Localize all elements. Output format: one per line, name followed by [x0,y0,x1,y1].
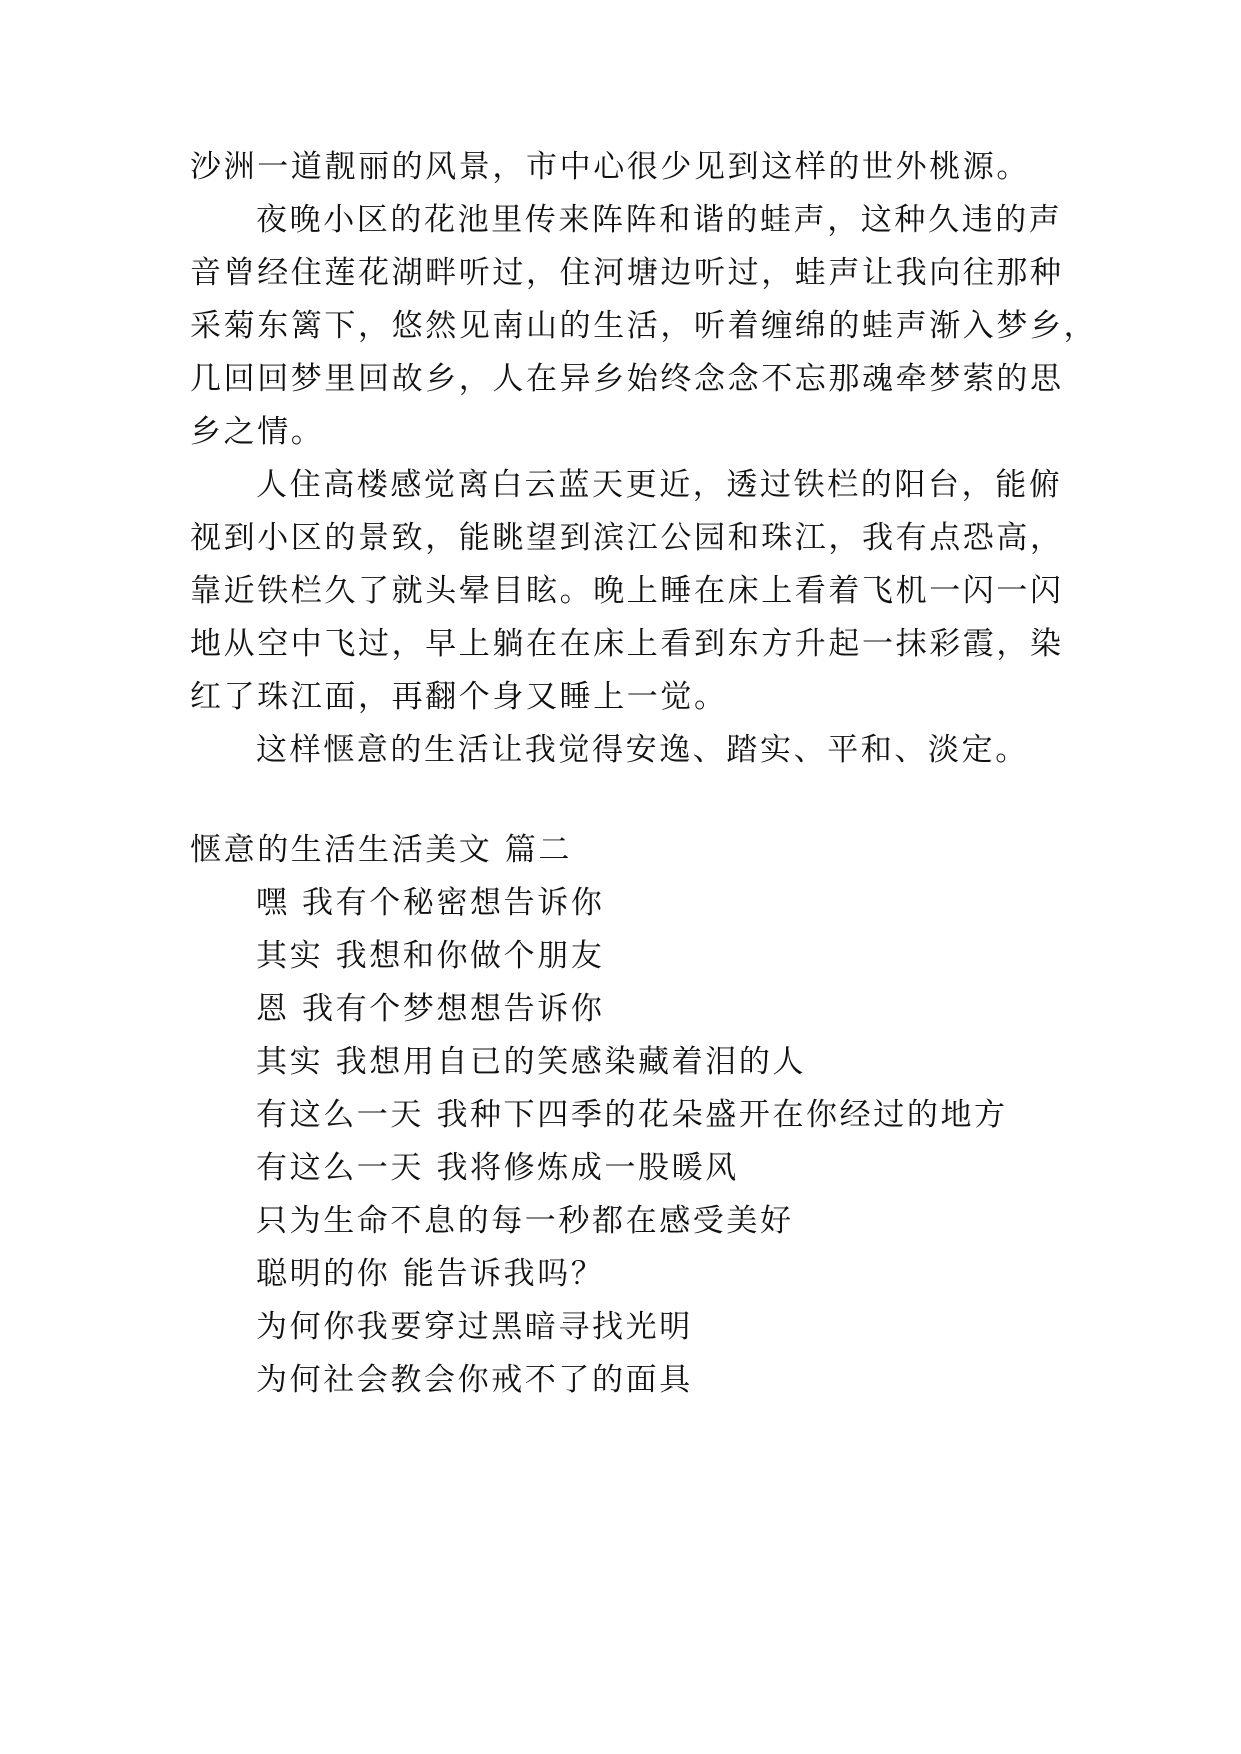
poem-line-3: 恩 我有个梦想想告诉你 [256,991,605,1027]
poem-line-10: 为何社会教会你戒不了的面具 [256,1362,693,1398]
paragraph-highrise-line-3: 靠近铁栏久了就头晕目眩。晚上睡在床上看着飞机一闪一闪 [190,573,1064,609]
paragraph-frog-line-1: 夜晚小区的花池里传来阵阵和谐的蛙声，这种久违的声 [256,202,1063,238]
poem-line-7: 只为生命不息的每一秒都在感受美好 [256,1203,794,1239]
paragraph-continuation: 沙洲一道靓丽的风景，市中心很少见到这样的世外桃源。 [190,149,1030,185]
poem-line-2: 其实 我想和你做个朋友 [256,938,605,974]
poem-line-6: 有这么一天 我将修炼成一股暖风 [256,1150,739,1186]
paragraph-highrise-line-1: 人住高楼感觉离白云蓝天更近，透过铁栏的阳台，能俯 [256,467,1063,503]
paragraph-conclusion: 这样惬意的生活让我觉得安逸、踏实、平和、淡定。 [256,732,1029,768]
paragraph-highrise-line-4: 地从空中飞过，早上躺在在床上看到东方升起一抹彩霞，染 [190,626,1064,662]
paragraph-frog-line-2: 音曾经住莲花湖畔听过，住河塘边听过，蛙声让我向往那种 [190,255,1064,291]
poem-line-5: 有这么一天 我种下四季的花朵盛开在你经过的地方 [256,1097,1008,1133]
poem-line-8: 聪明的你 能告诉我吗？ [256,1256,605,1292]
paragraph-highrise-line-5: 红了珠江面，再翻个身又睡上一觉。 [190,679,728,715]
paragraph-frog-line-3: 采菊东篱下，悠然见南山的生活，听着缠绵的蛙声渐入梦乡， [190,308,1098,344]
section-heading: 惬意的生活生活美文 篇二 [190,832,573,868]
paragraph-frog-line-5: 乡之情。 [190,414,325,450]
poem-line-1: 嘿 我有个秘密想告诉你 [256,885,605,921]
poem-line-9: 为何你我要穿过黑暗寻找光明 [256,1309,693,1345]
paragraph-highrise-line-2: 视到小区的景致，能眺望到滨江公园和珠江，我有点恐高， [190,520,1064,556]
poem-line-4: 其实 我想用自已的笑感染藏着泪的人 [256,1044,807,1080]
paragraph-frog-line-4: 几回回梦里回故乡，人在异乡始终念念不忘那魂牵梦萦的思 [190,361,1064,397]
